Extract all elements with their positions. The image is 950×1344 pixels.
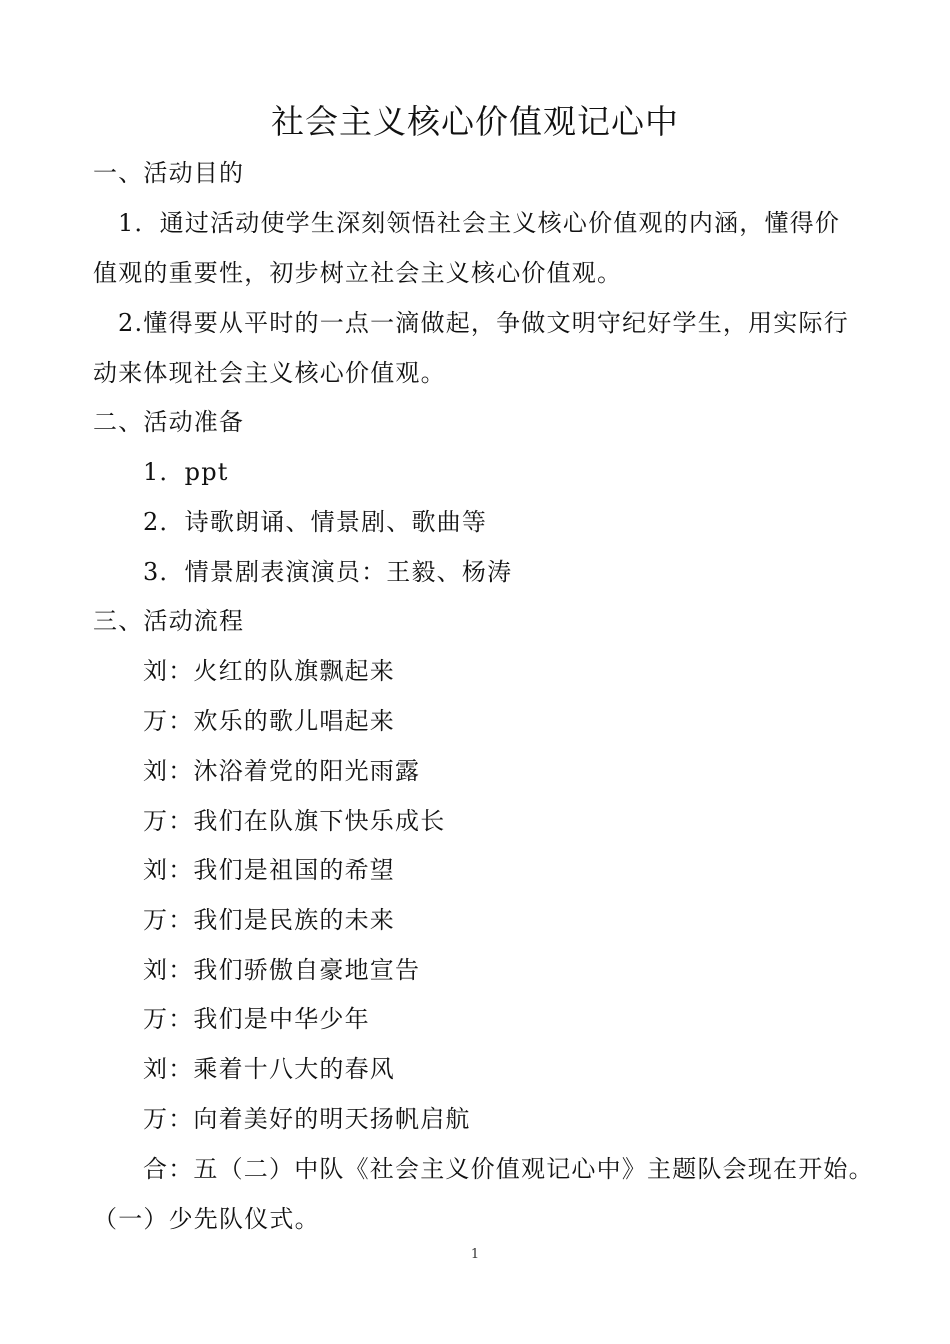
- list-item: 1．ppt: [143, 458, 229, 486]
- page-number: 1: [470, 1247, 480, 1262]
- dialogue-line: 万：向着美好的明天扬帆启航: [143, 1105, 471, 1133]
- list-item: 3．情景剧表演演员：王毅、杨涛: [143, 558, 513, 586]
- dialogue-line: 万：欢乐的歌儿唱起来: [143, 707, 395, 735]
- dialogue-line: 刘：我们骄傲自豪地宣告: [143, 956, 421, 984]
- paragraph-line: 动来体现社会主义核心价值观。: [93, 359, 446, 387]
- dialogue-line: 万：我们是中华少年: [143, 1005, 370, 1033]
- dialogue-line: 刘：乘着十八大的春风: [143, 1055, 395, 1083]
- subsection-heading: （一）少先队仪式。: [93, 1205, 320, 1233]
- dialogue-line: 万：我们是民族的未来: [143, 906, 395, 934]
- dialogue-line: 刘：沐浴着党的阳光雨露: [143, 757, 421, 785]
- list-item: 2．诗歌朗诵、情景剧、歌曲等: [143, 508, 488, 536]
- dialogue-line: 刘：我们是祖国的希望: [143, 856, 395, 884]
- paragraph-line: 1．通过活动使学生深刻领悟社会主义核心价值观的内涵，懂得价: [118, 209, 841, 237]
- paragraph-line: 值观的重要性，初步树立社会主义核心价值观。: [93, 259, 623, 287]
- dialogue-line: 万：我们在队旗下快乐成长: [143, 807, 446, 835]
- paragraph-line: 2.懂得要从平时的一点一滴做起，争做文明守纪好学生，用实际行: [118, 309, 849, 337]
- dialogue-line: 刘：火红的队旗飘起来: [143, 657, 395, 685]
- section-heading-goals: 一、活动目的: [93, 159, 245, 187]
- document-title: 社会主义核心价值观记心中: [271, 102, 679, 141]
- section-heading-process: 三、活动流程: [93, 607, 245, 635]
- dialogue-line: 合：五（二）中队《社会主义价值观记心中》主题队会现在开始。: [143, 1155, 874, 1183]
- section-heading-preparation: 二、活动准备: [93, 408, 245, 436]
